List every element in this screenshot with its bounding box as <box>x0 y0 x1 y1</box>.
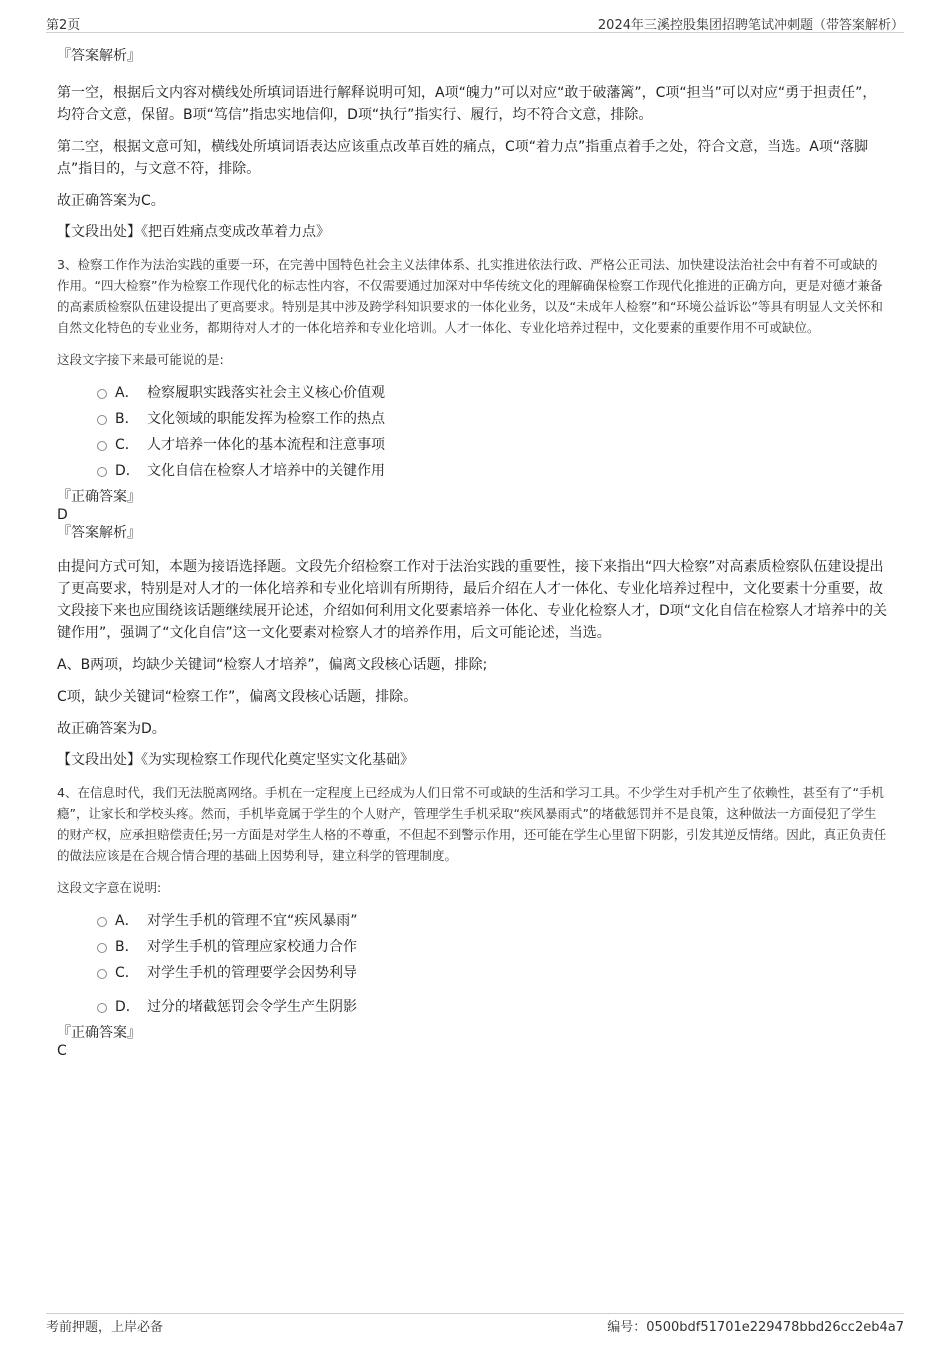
radio-icon[interactable] <box>97 467 107 477</box>
question-stem: 4、在信息时代，我们无法脱离网络。手机在一定程度上已经成为人们日常不可或缺的生活和学习工具。不少学生对手机产生了依赖性，甚至有了“手机瘾”，让家长和学校头疼。然而，手机毕竟属于学生的个人财产，管理学生手机采取“疾风暴雨式”的堵截惩罚并不是良策，这种做法一方面侵犯了学生的财产权，应承担赔偿责任;另一方面是对学生人格的不尊重，不但起不到警示作用，还可能在学生心里留下阴影，引发其逆反情绪。因此，真正负责任的做法应该是在合规合情合理的基础上因势利导，建立科学的管理制度。 <box>57 785 887 863</box>
analysis-paragraph: 第一空，根据后文内容对横线处所填词语进行解释说明可知，A项“魄力”可以对应“敢于破藩篱”，C项“担当”可以对应“勇于担责任”，均符合文意，保留。B项“笃信”指忠实地信仰，D项“执行”指实行、履行，均不符合文意，排除。 <box>57 85 877 123</box>
page-content <box>57 44 888 1060</box>
option-list <box>57 908 888 1020</box>
question-stem: 3、检察工作作为法治实践的重要一环，在完善中国特色社会主义法律体系、扎实推进依法行政、严格公正司法、加快建设法治社会中有着不可或缺的作用。“四大检察”作为检察工作现代化的标志性内容，不仅需要通过加深对中华传统文化的理解确保检察工作现代化推进的正确方向，更是对德才兼备的高素质检察队伍建设提出了更高要求。特别是其中涉及跨学科知识要求的一体化业务，以及“未成年人检察”和“环境公益诉讼”等具有明显人文关怀和自然文化特色的专业业务，都期待对人才的一体化培养和专业化培训。人才一体化、专业化培养过程中，文化要素的重要作用不可或缺位。 <box>57 257 883 335</box>
passage-source: 【文段出处】《把百姓痛点变成改革着力点》 <box>57 224 330 240</box>
correct-answer-label: 『正确答案』 <box>57 1025 141 1041</box>
option-c[interactable]: C． 人才培养一体化的基本流程和注意事项 <box>57 432 888 458</box>
radio-icon[interactable] <box>97 389 107 399</box>
answer-analysis-label: 『答案解析』 <box>57 48 141 64</box>
option-a[interactable]: A． 检察履职实践落实社会主义核心价值观 <box>57 380 888 406</box>
option-d[interactable]: D． 文化自信在检察人才培养中的关键作用 <box>57 458 888 484</box>
passage-source: 【文段出处】《为实现检察工作现代化奠定坚实文化基础》 <box>57 752 414 768</box>
option-c[interactable]: C． 对学生手机的管理要学会因势利导 <box>57 960 888 986</box>
analysis-paragraph: C项，缺少关键词“检察工作”，偏离文段核心话题，排除。 <box>57 689 418 705</box>
document-title: 2024年三溪控股集团招聘笔试冲刺题（带答案解析） <box>597 18 904 33</box>
analysis-paragraph: 第二空，根据文意可知，横线处所填词语表达应该重点改革百姓的痛点，C项“着力点”指重点着手之处，符合文意，当选。A项“落脚点”指目的，与文意不符，排除。 <box>57 139 869 177</box>
analysis-conclusion: 故正确答案为D。 <box>57 721 166 737</box>
radio-icon[interactable] <box>97 917 107 927</box>
option-list <box>57 380 888 484</box>
analysis-conclusion: 故正确答案为C。 <box>57 193 165 209</box>
correct-answer-value: C <box>57 1043 67 1059</box>
answer-analysis-label: 『答案解析』 <box>57 525 141 541</box>
analysis-paragraph: A、B两项，均缺少关键词“检察人才培养”，偏离文段核心话题，排除; <box>57 657 488 673</box>
page-number: 第2页 <box>46 18 81 33</box>
option-d[interactable]: D． 过分的堵截惩罚会令学生产生阴影 <box>57 994 888 1020</box>
option-a[interactable]: A． 对学生手机的管理不宜“疾风暴雨” <box>57 908 888 934</box>
correct-answer-value: D <box>57 507 68 523</box>
question-prompt: 这段文字接下来最可能说的是: <box>57 352 224 367</box>
radio-icon[interactable] <box>97 1003 107 1013</box>
option-b[interactable]: B． 文化领域的职能发挥为检察工作的热点 <box>57 406 888 432</box>
page-header <box>46 12 904 33</box>
option-b[interactable]: B． 对学生手机的管理应家校通力合作 <box>57 934 888 960</box>
radio-icon[interactable] <box>97 415 107 425</box>
page-footer <box>46 1313 904 1336</box>
radio-icon[interactable] <box>97 943 107 953</box>
correct-answer-label: 『正确答案』 <box>57 489 141 505</box>
analysis-paragraph: 由提问方式可知，本题为接语选择题。文段先介绍检察工作对于法治实践的重要性，接下来指出“四大检察”对高素质检察队伍建设提出了更高要求，特别是对人才的一体化培养和专业化培训有所期待，最后介绍在人才一体化、专业化培养过程中，文化要素十分重要，故文段接下来也应围绕该话题继续展开论述，介绍如何利用文化要素培养一体化、专业化检察人才，D项“文化自信在检察人才培养中的关键作用”，强调了“文化自信”这一文化要素对检察人才的培养作用，后文可能论述，当选。 <box>57 559 888 641</box>
question-prompt: 这段文字意在说明: <box>57 880 162 895</box>
radio-icon[interactable] <box>97 441 107 451</box>
document-code: 编号：0500bdf51701e229478bbd26cc2eb4a7 <box>607 1320 904 1335</box>
footer-slogan: 考前押题，上岸必备 <box>46 1320 164 1335</box>
radio-icon[interactable] <box>97 969 107 979</box>
